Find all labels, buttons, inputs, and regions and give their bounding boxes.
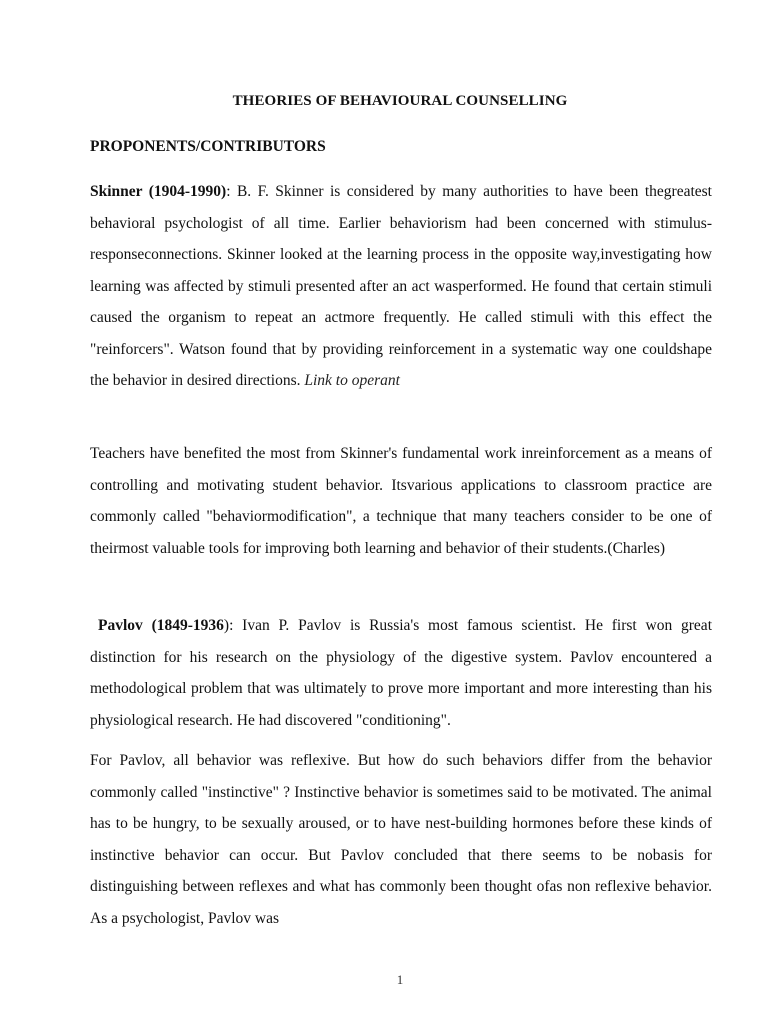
pavlov-name: Pavlov (1849-1936 [98, 617, 224, 634]
pavlov-indent [90, 617, 98, 634]
pavlov-name-close: ) [223, 617, 230, 634]
operant-link[interactable]: Link to operant [304, 372, 400, 389]
pavlov-text: : Ivan P. Pavlov is Russia's most famous scientist. He first won great distinction for his research on the physiology of the digestive system. Pavlov encountered a methodological problem that was ultimately to prove more important and more interesting than his physiological research. He had discovered "conditioning". [90, 617, 712, 729]
skinner-name: Skinner (1904-1990) [90, 183, 227, 200]
document-title: THEORIES OF BEHAVIOURAL COUNSELLING [232, 93, 568, 109]
teachers-paragraph: Teachers have benefited the most from Skinner's fundamental work inreinforcement as a means of controlling and motivating student behavior. Itsvarious applications to classroom practice are commonly called "behaviormodification", a technique that many teachers consider to be one of theirmost valuable tools for improving both learning and behavior of their students.(Charles) [90, 445, 712, 557]
skinner-text: : B. F. Skinner is considered by many authorities to have been thegreatest behavioral psychologist of all time. Earlier behaviorism had been concerned with stimulus-responseconnections. Skinner looked at the learning process in the opposite way,investigating how learning was affected by stimuli presented after an act wasperformed. He found that certain stimuli caused the organism to repeat an actmore frequently. He called stimuli with this effect the "reinforcers". Watson found that by providing reinforcement in a systematic way one couldshape the behavior in desired directions. [90, 183, 712, 389]
section-heading: PROPONENTS/CONTRIBUTORS [90, 138, 326, 155]
skinner-paragraph [90, 176, 712, 397]
reflexive-paragraph: For Pavlov, all behavior was reflexive. But how do such behaviors differ from the behavior commonly called "instinctive" ? Instinctive behavior is sometimes said to be motivated. The animal has to be hungry, to be sexually aroused, or to have nest-building hormones before these kinds of instinctive behavior can occur. But Pavlov concluded that there seems to be nobasis for distinguishing between reflexes and what has commonly been thought ofas non reflexive behavior. As a psychologist, Pavlov was [90, 752, 712, 927]
pavlov-paragraph [90, 610, 712, 736]
page-number: 1 [396, 972, 404, 987]
